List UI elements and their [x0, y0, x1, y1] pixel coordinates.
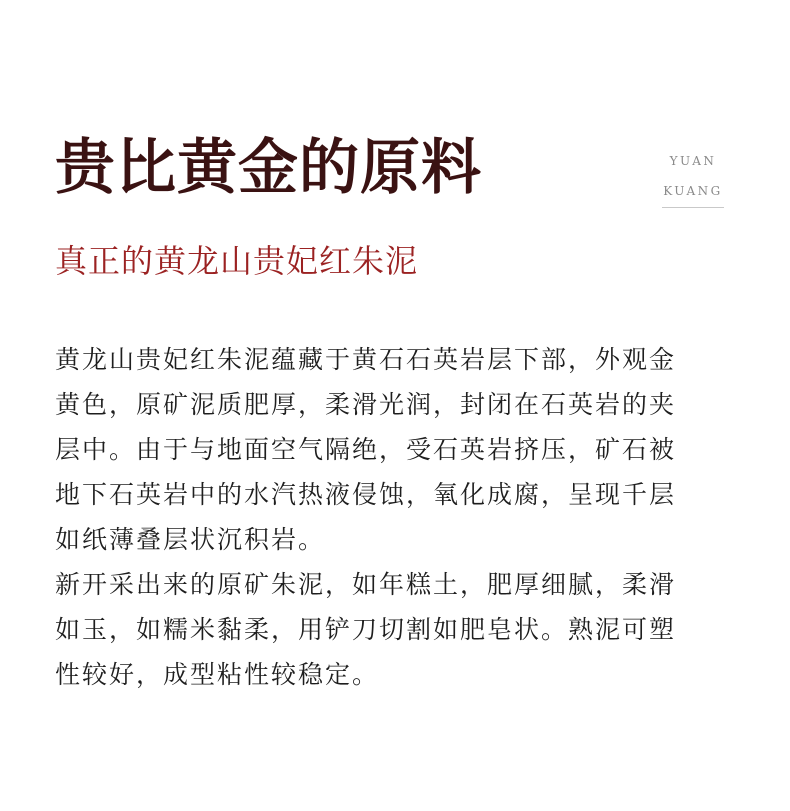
page-title: 贵比黄金的原料	[55, 133, 482, 203]
subtitle: 真正的黄龙山贵妃红朱泥	[55, 242, 419, 280]
body-text	[55, 337, 745, 697]
body-line: 如纸薄叠层状沉积岩。	[55, 525, 326, 554]
side-tag-divider	[662, 207, 724, 208]
body-line: 层中。由于与地面空气隔绝，受石英岩挤压，矿石被	[55, 435, 677, 464]
body-line: 黄色，原矿泥质肥厚，柔滑光润，封闭在石英岩的夹	[55, 390, 677, 419]
side-tag-line-2: KUANG	[663, 184, 723, 198]
body-line: 性较好，成型粘性较稳定。	[55, 660, 380, 689]
body-line: 地下石英岩中的水汽热液侵蚀，氧化成腐，呈现千层	[55, 480, 677, 509]
body-line: 新开采出来的原矿朱泥，如年糕土，肥厚细腻，柔滑	[55, 570, 677, 599]
side-tag-line-1: YUAN	[669, 154, 717, 168]
side-tag	[662, 146, 724, 206]
body-line: 黄龙山贵妃红朱泥蕴藏于黄石石英岩层下部，外观金	[55, 345, 677, 374]
body-line: 如玉，如糯米黏柔，用铲刀切割如肥皂状。熟泥可塑	[55, 615, 677, 644]
